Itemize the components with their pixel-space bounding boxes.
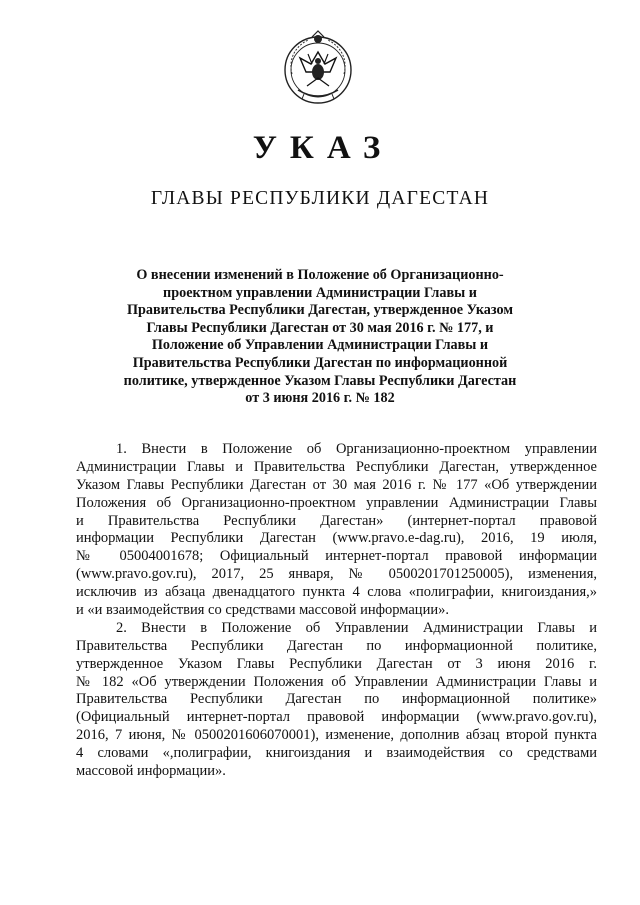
text-line: Правительства Республики Дагестан по информационной политике, [76, 637, 597, 654]
paragraph-1 [76, 441, 597, 620]
heading-line: О внесении изменений в Положение об Организационно- [136, 267, 504, 283]
text-line: Администрации Главы и Правительства Республики Дагестан, утвержденное [76, 458, 597, 475]
text-line: 1. Внести в Положение об Организационно-проектном управлении [116, 441, 597, 457]
text-line: № 05004001678; Официальный интернет-портал правовой информации [76, 548, 597, 565]
text-line: утвержденное Указом Главы Республики Дагестан от 3 июня 2016 г. [76, 655, 597, 672]
text-line: 2016, 7 июня, № 0500201606070001), изменение, дополнив абзац второй пункта [76, 727, 597, 744]
text-line: (www.pravo.gov.ru), 2017, 25 января, № 0500201701250005), изменения, [76, 566, 597, 583]
text-line: 4 словами «,полиграфии, книгоиздания и взаимодействия со средствами [76, 745, 597, 762]
text-line: Указом Главы Республики Дагестан от 30 мая 2016 г. № 177 «Об утверждении [76, 476, 597, 493]
document-body [76, 441, 597, 781]
text-line: № 182 «Об утверждении Положения об Управлении Администрации Главы и [76, 673, 597, 690]
heading-line: Правительства Республики Дагестан, утвержденное Указом [127, 302, 513, 319]
document-title: УКАЗ [252, 130, 394, 166]
text-line: массовой информации». [76, 763, 226, 780]
text-line: и «и взаимодействия со средствами массовой информации». [76, 602, 449, 619]
paragraph-2 [76, 620, 597, 781]
text-line: (Официальный интернет-портал правовой информации (www.pravo.gov.ru), [76, 709, 597, 726]
dagestan-coat-of-arms-icon [278, 28, 358, 110]
heading-line: Правительства Республики Дагестан по информационной [132, 354, 508, 371]
text-line: Правительства Республики Дагестан по информационной политике» [76, 691, 597, 708]
text-line: информации Республики Дагестан (www.pravo.e-dag.ru), 2016, 19 июля, [76, 530, 597, 547]
heading-line: проектном управлении Администрации Главы и [163, 284, 477, 301]
heading-line: политике, утвержденное Указом Главы Республики Дагестан [123, 372, 517, 389]
text-line: Положения об Организационно-проектном управлении Администрации Главы [76, 494, 597, 511]
document-heading [120, 267, 520, 408]
heading-line: Положение об Управлении Администрации Главы и [151, 337, 489, 354]
heading-line: Главы Республики Дагестан от 30 мая 2016 г. № 177, и [146, 319, 494, 336]
text-line: исключив из абзаца двенадцатого пункта 4 слова «полиграфии, книгоиздания,» [76, 584, 597, 601]
text-line: и Правительства Республики Дагестан» (интернет-портал правовой [76, 512, 597, 529]
document-subtitle: ГЛАВЫ РЕСПУБЛИКИ ДАГЕСТАН [150, 188, 490, 209]
heading-line: от 3 июня 2016 г. № 182 [245, 390, 395, 407]
text-line: 2. Внести в Положение об Управлении Администрации Главы и [116, 619, 597, 636]
